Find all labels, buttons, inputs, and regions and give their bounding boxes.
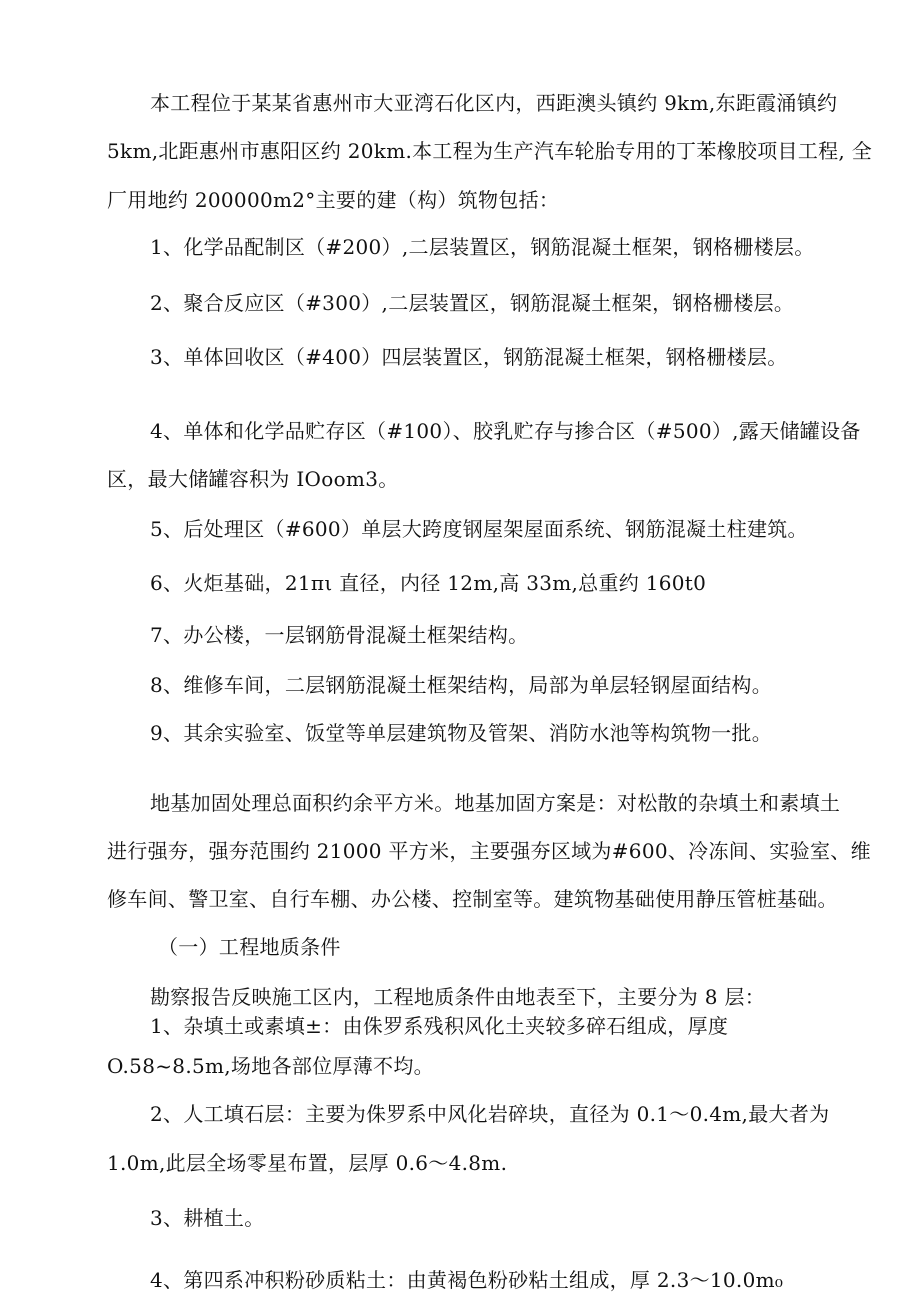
geology-layer-1-line-2: O.58~8.5m,场地各部位厚薄不均。 <box>107 1054 434 1078</box>
intro-line-2: 5km,北距惠州市惠阳区约 20km.本工程为生产汽车轮胎专用的丁苯橡胶项目工程, 全 <box>107 139 873 163</box>
geology-layer-2-line-1: 2、人工填石层：主要为侏罗系中风化岩碎块，直径为 0.1～0.4m,最大者为 <box>150 1102 830 1126</box>
foundation-line-1: 地基加固处理总面积约余平方米。地基加固方案是：对松散的杂填土和素填土 <box>150 791 841 815</box>
list-item-4-line-2: 区，最大储罐容积为 IOoom3。 <box>107 467 399 491</box>
geology-intro: 勘察报告反映施工区内，工程地质条件由地表至下，主要分为 8 层： <box>150 985 766 1009</box>
list-item-4-line-1: 4、单体和化学品贮存区（#100）、胶乳贮存与掺合区（#500）,露天储罐设备 <box>150 419 861 443</box>
list-item-7: 7、办公楼，一层钢筋骨混凝土框架结构。 <box>150 623 529 647</box>
section-heading: （一）工程地质条件 <box>158 935 341 959</box>
geology-layer-2-line-2: 1.0m,此层全场零星布置，层厚 0.6～4.8m. <box>107 1151 508 1175</box>
geology-layer-1-line-1: 1、杂填土或素填±：由侏罗系残积风化土夹较多碎石组成，厚度 <box>150 1014 729 1038</box>
list-item-6: 6、火炬基础，21πι 直径，内径 12m,高 33m,总重约 160t0 <box>150 571 707 595</box>
list-item-5: 5、后处理区（#600）单层大跨度钢屋架屋面系统、钢筋混凝土柱建筑。 <box>150 517 808 541</box>
intro-line-3: 厂用地约 200000m2°主要的建（构）筑物包括： <box>107 188 560 212</box>
foundation-line-2: 进行强夯，强夯范围约 21000 平方米，主要强夯区域为#600、冷冻间、实验室、维 <box>107 839 871 863</box>
list-item-3: 3、单体回收区（#400）四层装置区，钢筋混凝土框架，钢格栅楼层。 <box>150 345 788 369</box>
list-item-9: 9、其余实验室、饭堂等单层建筑物及管架、消防水池等构筑物一批。 <box>150 721 773 745</box>
geology-layer-4: 4、第四系冲积粉砂质粘土：由黄褐色粉砂粘土组成，厚 2.3～10.0m₀ <box>150 1268 784 1292</box>
list-item-1: 1、化学品配制区（#200）,二层装置区，钢筋混凝土框架，钢格栅楼层。 <box>150 235 815 259</box>
foundation-line-3: 修车间、警卫室、自行车棚、办公楼、控制室等。建筑物基础使用静压管桩基础。 <box>107 887 838 911</box>
geology-layer-3: 3、耕植土。 <box>150 1206 265 1230</box>
list-item-2: 2、聚合反应区（#300）,二层装置区，钢筋混凝土框架，钢格栅楼层。 <box>150 291 795 315</box>
list-item-8: 8、维修车间，二层钢筋混凝土框架结构，局部为单层轻钢屋面结构。 <box>150 673 773 697</box>
intro-line-1: 本工程位于某某省惠州市大亚湾石化区内，西距澳头镇约 9km,东距霞涌镇约 <box>150 91 838 115</box>
